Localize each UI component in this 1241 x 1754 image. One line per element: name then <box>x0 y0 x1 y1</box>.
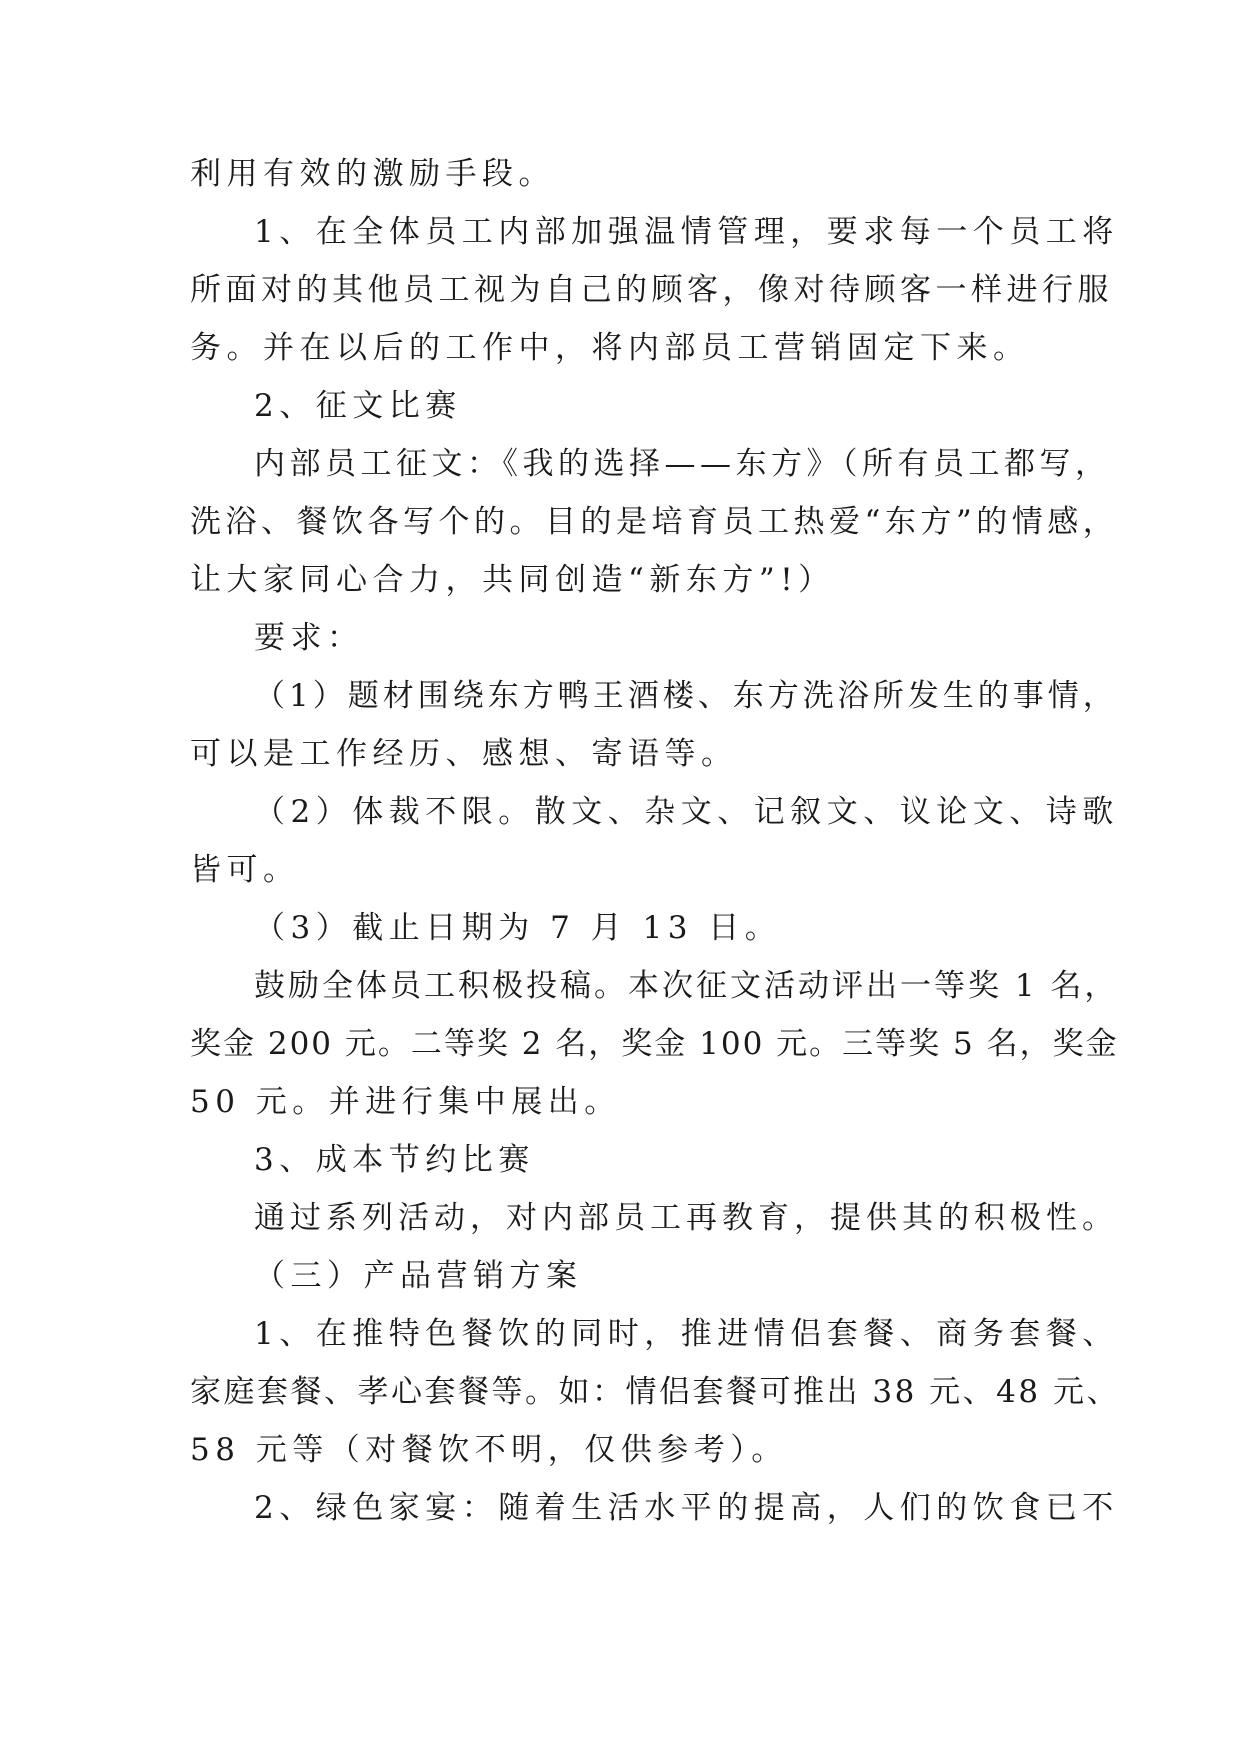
text-line-7: 洗浴、餐饮各写个的。目的是培育员工热爱“东方”的情感， <box>190 504 1119 540</box>
text-line-6: 内部员工征文：《我的选择——东方》（所有员工都写， <box>254 446 1111 482</box>
text-line-16: 奖金 200 元。二等奖 2 名，奖金 100 元。三等奖 5 名，奖金 <box>190 1026 1119 1062</box>
text-line-22: 家庭套餐、孝心套餐等。如：情侣套餐可推出 38 元、48 元、 <box>190 1374 1120 1410</box>
text-line-3: 所面对的其他员工视为自己的顾客，像对待顾客一样进行服 <box>190 272 1113 308</box>
text-line-17: 50 元。并进行集中展出。 <box>190 1084 621 1120</box>
text-line-23: 58 元等（对餐饮不明，仅供参考）。 <box>190 1432 788 1468</box>
text-line-2: 1、在全体员工内部加强温情管理，要求每一个员工将 <box>254 214 1119 250</box>
requirement-1-continued: 可以是工作经历、感想、寄语等。 <box>190 736 738 772</box>
requirements-heading: 要求： <box>254 620 364 656</box>
requirement-1: （1）题材围绕东方鸭王酒楼、东方洗浴所发生的事情， <box>254 678 1118 714</box>
text-line-4: 务。并在以后的工作中，将内部员工营销固定下来。 <box>190 330 1030 366</box>
text-line-19: 通过系列活动，对内部员工再教育，提供其的积极性。 <box>254 1200 1118 1236</box>
requirement-3: （3）截止日期为 7 月 13 日。 <box>254 910 782 946</box>
text-line-24: 2、绿色家宴：随着生活水平的提高，人们的饮食已不 <box>254 1490 1119 1526</box>
requirement-2-continued: 皆可。 <box>190 852 300 888</box>
section-heading-cost-saving: 3、成本节约比赛 <box>254 1142 535 1178</box>
section-heading-essay-contest: 2、征文比赛 <box>254 388 462 424</box>
text-line-1: 利用有效的激励手段。 <box>190 156 555 192</box>
text-line-8: 让大家同心合力，共同创造“新东方”!） <box>190 562 835 598</box>
text-line-21: 1、在推特色餐饮的同时，推进情侣套餐、商务套餐、 <box>254 1316 1119 1352</box>
requirement-2: （2）体裁不限。散文、杂文、记叙文、议论文、诗歌 <box>254 794 1119 830</box>
text-line-15: 鼓励全体员工积极投稿。本次征文活动评出一等奖 1 名， <box>254 968 1119 1004</box>
section-heading-product-marketing: （三）产品营销方案 <box>254 1258 583 1294</box>
